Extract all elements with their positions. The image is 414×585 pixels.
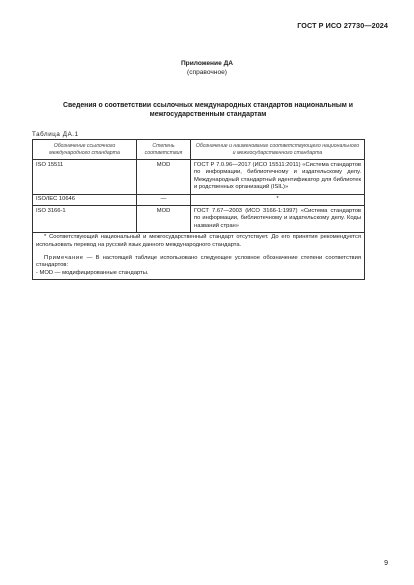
- header-national-standard: Обозначение и наименование соответствующего национального и межгосударственного стандарта: [191, 140, 365, 160]
- cell-degree: —: [137, 194, 191, 206]
- table-note: [36, 255, 361, 270]
- annex-subtitle: (справочное): [187, 69, 227, 76]
- annex-title: Приложение ДА: [180, 60, 234, 67]
- note-label: Примечание: [44, 254, 84, 261]
- table-row: [33, 160, 365, 194]
- cell-degree: MOD: [137, 160, 191, 194]
- note-text: — В настоящей таблице использовано следующее условное обозначение степени соответствия стандартов:: [36, 254, 361, 269]
- table-notes-row: [33, 232, 365, 279]
- table-footnote: * Соответствующий национальный и межгосударственный стандарт отсутствует. До его принятия рекомендуется использовать перевод на русский язык данного международного стандарта.: [36, 234, 361, 249]
- table-row: [33, 194, 365, 206]
- table-row: [33, 206, 365, 233]
- section-title: Сведения о соответствии ссылочных международных стандартов национальным и межгосударственным стандартам: [63, 102, 353, 118]
- header-degree: Степень соответствия: [137, 140, 191, 160]
- cell-ref-standard: ISO/IEC 10646: [33, 194, 137, 206]
- cell-ref-standard: ISO 15511: [33, 160, 137, 194]
- cell-national-standard: ГОСТ 7.67—2003 (ИСО 3166-1:1997) «Система стандартов по информации, библиотечному и издательскому делу. Коды названий стран»: [191, 206, 365, 233]
- cell-ref-standard: ISO 3166-1: [33, 206, 137, 233]
- note-item: - MOD — модифицированные стандарты.: [36, 269, 149, 276]
- cell-degree: MOD: [137, 206, 191, 233]
- cell-national-standard: *: [191, 194, 365, 206]
- reference-table: [32, 139, 365, 280]
- document-code: ГОСТ Р ИСО 27730—2024: [297, 21, 388, 30]
- table-caption: Таблица ДА.1: [32, 131, 79, 138]
- header-ref-standard: Обозначение ссылочного международного стандарта: [33, 140, 137, 160]
- page-number: 9: [384, 560, 388, 567]
- cell-national-standard: ГОСТ Р 7.0.96—2017 (ИСО 15511:2011) «Система стандартов по информации, библиотечному и издательскому делу. Международный стандартный идентификатор для библиотек и родственных организаций (ISIL)»: [191, 160, 365, 194]
- table-header-row: [33, 140, 365, 160]
- table-notes: [33, 232, 365, 279]
